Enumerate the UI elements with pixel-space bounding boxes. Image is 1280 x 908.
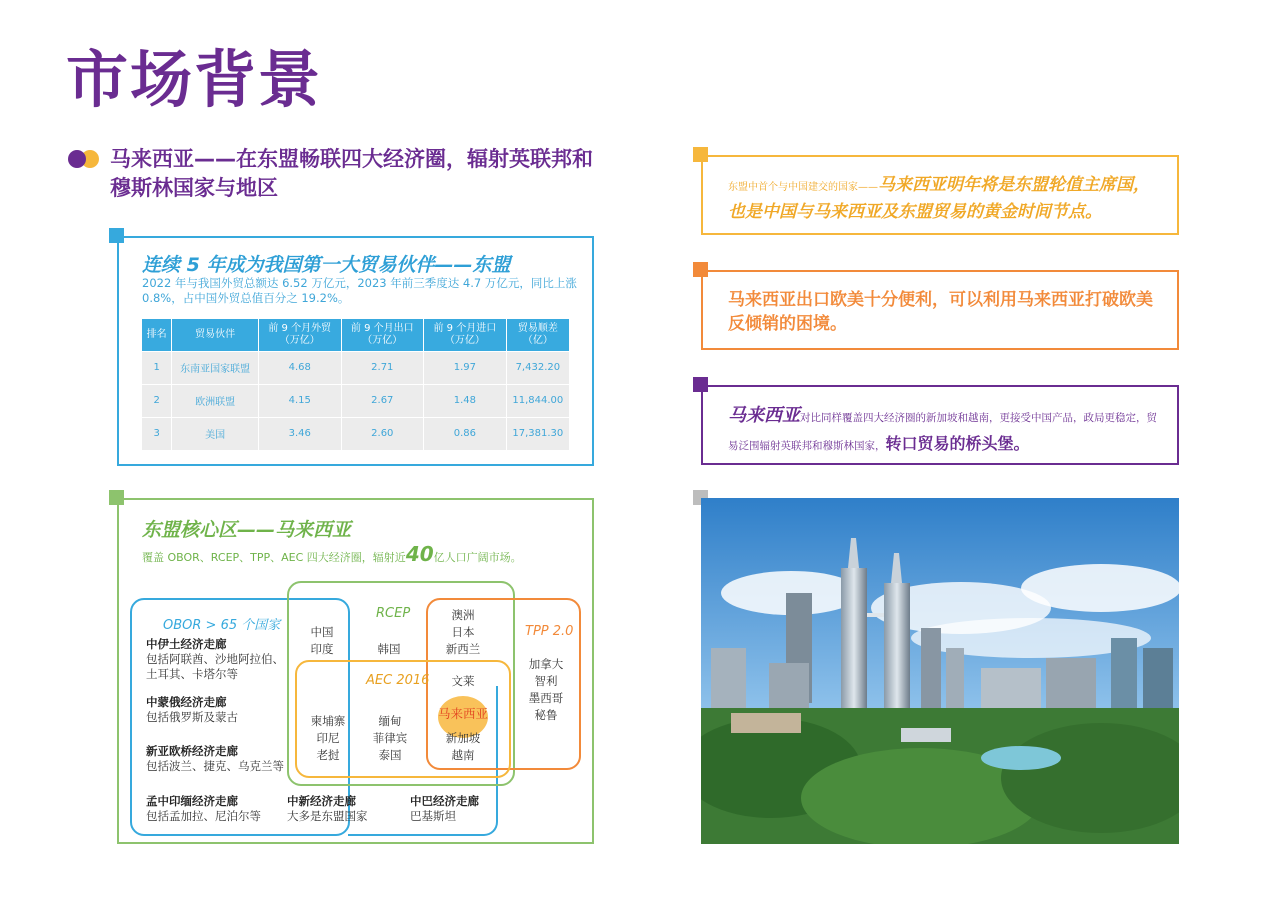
corridor-title: 中巴经济走廊	[410, 794, 479, 808]
corner-square-blue	[109, 228, 124, 243]
corridor-desc: 包括孟加拉、尼泊尔等	[146, 809, 261, 823]
kuala-lumpur-skyline-image	[701, 498, 1179, 844]
corridor-desc: 包括阿联酋、沙地阿拉伯、 土耳其、卡塔尔等	[146, 652, 284, 681]
table-header: 前 9 个月进口 （万亿）	[424, 319, 507, 351]
table-row	[142, 384, 570, 417]
corridor-desc: 大多是东盟国家	[287, 809, 368, 823]
asean-description: 覆盖 OBOR、RCEP、TPP、AEC 四大经济圈，辐射近40亿人口广阔市场。	[142, 542, 522, 566]
asean-title: 东盟核心区——马来西亚	[142, 519, 352, 541]
table-cell: 17,381.30	[506, 417, 569, 450]
country-list: 澳洲 日本 新西兰	[445, 608, 481, 656]
table-header: 排名	[142, 319, 172, 351]
rcep-tag: RCEP	[376, 606, 411, 621]
corner-square-green	[109, 490, 124, 505]
aec-tag: AEC 2016	[366, 673, 430, 688]
trade-table	[142, 319, 570, 450]
table-cell: 4.68	[258, 351, 341, 384]
info-box-yellow	[701, 155, 1179, 235]
table-cell: 11,844.00	[506, 384, 569, 417]
country-list: 缅甸 菲律宾 泰国	[372, 714, 408, 762]
country-list: 中国 印度	[310, 625, 334, 656]
info-box-orange	[701, 270, 1179, 350]
malaysia-label: 马来西亚	[437, 706, 488, 721]
table-cell: 2.67	[341, 384, 424, 417]
trade-description: 2022 年与我国外贸总额达 6.52 万亿元，2023 年前三季度达 4.7 万亿元，同比上涨 0.8%，占中国外贸总值百分之 19.2%。	[142, 276, 577, 305]
corridor-desc: 巴基斯坦	[410, 809, 456, 823]
corner-square-purple	[693, 377, 708, 392]
info1-small: 东盟中首个与中国建交的国家——	[728, 182, 878, 193]
info3-small: 对比同样覆盖四大经济圈的新加坡和越南，更接受中国产品，政局更稳定，贸易泛围辐射英联邦和穆斯林国家，	[728, 412, 1157, 452]
country-list: 新加坡 越南	[445, 731, 481, 762]
corridor-title: 孟中印缅经济走廊	[146, 794, 238, 808]
obor-tag: OBOR > 65 个国家	[163, 618, 281, 633]
table-cell: 欧洲联盟	[172, 384, 259, 417]
country-list: 韩国	[377, 642, 401, 656]
corridor-title: 中蒙俄经济走廊	[146, 695, 227, 709]
table-cell: 4.15	[258, 384, 341, 417]
table-cell: 7,432.20	[506, 351, 569, 384]
corridor-desc: 包括俄罗斯及蒙古	[146, 710, 238, 724]
country-list: 文莱	[451, 674, 475, 688]
country-list: 柬埔寨 印尼 老挝	[310, 714, 346, 762]
table-row	[142, 417, 570, 450]
table-header: 贸易伙伴	[172, 319, 259, 351]
table-cell: 1.48	[424, 384, 507, 417]
page-title: 市场背景	[66, 43, 323, 116]
table-cell: 3	[142, 417, 172, 450]
table-cell: 1	[142, 351, 172, 384]
subheading: 马来西亚——在东盟畅联四大经济圈，辐射英联邦和穆斯林国家与地区	[110, 147, 593, 200]
corridor-title: 中伊土经济走廊	[146, 637, 227, 651]
table-header: 前 9 个月外贸 （万亿）	[258, 319, 341, 351]
table-cell: 0.86	[424, 417, 507, 450]
tpp-tag: TPP 2.0	[525, 624, 574, 639]
info3-big1: 马来西亚	[728, 405, 800, 426]
info1-big: 马来西亚明年将是东盟轮值主席国，也是中国与马来西亚及东盟贸易的黄金时间节点。	[728, 175, 1150, 222]
table-cell: 2.71	[341, 351, 424, 384]
table-cell: 2.60	[341, 417, 424, 450]
table-cell: 3.46	[258, 417, 341, 450]
trade-title: 连续 5 年成为我国第一大贸易伙伴——东盟	[142, 254, 511, 276]
info-box-purple	[701, 385, 1179, 465]
corner-square-yellow	[693, 147, 708, 162]
table-cell: 2	[142, 384, 172, 417]
corner-square-orange	[693, 262, 708, 277]
table-row	[142, 351, 570, 384]
table-header: 贸易顺差 （亿）	[506, 319, 569, 351]
corridor-title: 新亚欧桥经济走廊	[146, 744, 238, 758]
bullet-dots-icon	[68, 148, 104, 170]
country-list: 加拿大 智利 墨西哥 秘鲁	[528, 657, 564, 722]
table-header: 前 9 个月出口 （万亿）	[341, 319, 424, 351]
info3-big2: 转口贸易的桥头堡。	[885, 434, 1030, 453]
corridor-title: 中新经济走廊	[287, 794, 356, 808]
corridor-desc: 包括波兰、捷克、乌克兰等	[146, 759, 284, 773]
info2-text: 马来西亚出口欧美十分便利，可以利用马来西亚打破欧美反倾销的困境。	[728, 290, 1153, 334]
table-cell: 美国	[172, 417, 259, 450]
table-cell: 东南亚国家联盟	[172, 351, 259, 384]
table-cell: 1.97	[424, 351, 507, 384]
